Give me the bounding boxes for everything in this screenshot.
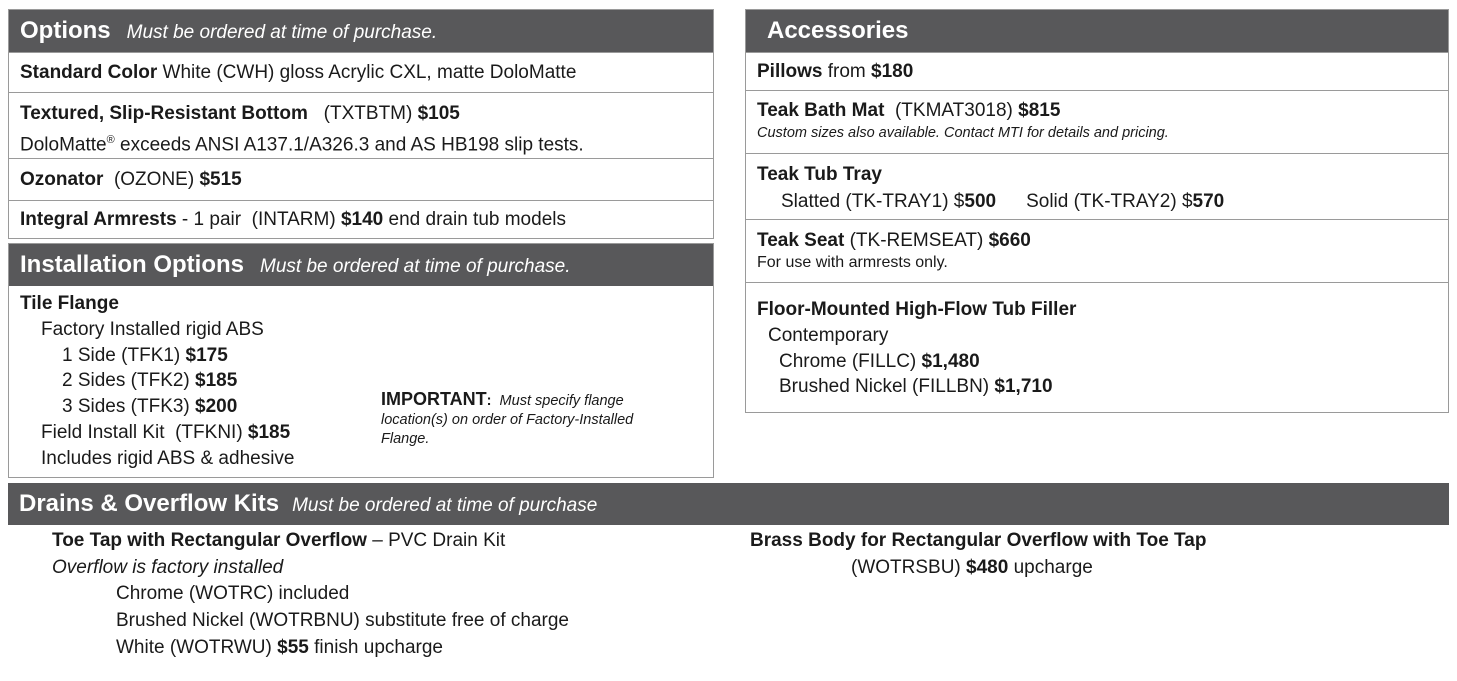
pillows-price: $180: [871, 61, 914, 82]
toe-tap-suffix: – PVC Drain Kit: [366, 530, 506, 551]
important-label: IMPORTANT: [381, 389, 487, 409]
tray-solid-price: 570: [1192, 191, 1225, 212]
pillows-row: [746, 52, 1448, 90]
toe-tap-label: Toe Tap with Rectangular Overflow: [52, 530, 367, 551]
tray-slatted-text: Slatted (TK-TRAY1) $: [781, 191, 965, 212]
pillows-label: Pillows: [757, 61, 823, 82]
flange-side-3-text: 3 Sides (TFK3): [62, 396, 196, 418]
bath-mat-row: [746, 90, 1448, 153]
tile-flange-label: Tile Flange: [20, 293, 119, 314]
ozonator-price: $515: [199, 169, 242, 190]
brass-body-price: $480: [966, 556, 1009, 578]
important-colon: :: [486, 393, 492, 409]
drains-title: Drains & Overflow Kits: [19, 490, 280, 517]
armrests-row: [9, 200, 713, 238]
bath-mat-code: (TKMAT3018): [884, 100, 1019, 121]
tray-solid-text: Solid (TK-TRAY2) $: [1026, 191, 1193, 212]
flange-side-1: [20, 343, 702, 369]
options-panel: [8, 9, 714, 239]
drain-white: [52, 635, 569, 662]
flange-side-2-price: $185: [195, 370, 238, 392]
drains-right-column: [750, 528, 1206, 581]
teak-seat-row: [746, 219, 1448, 282]
installation-header: [9, 244, 713, 286]
important-text: Must specify flange location(s) on order of Factory-Installed Flange.: [381, 393, 638, 447]
filler-label: Floor-Mounted High-Flow Tub Filler: [757, 299, 1077, 320]
armrests-code: - 1 pair (INTARM): [176, 209, 341, 230]
field-kit-includes: Includes rigid ABS & adhesive: [41, 447, 295, 469]
drain-white-suffix: finish upcharge: [308, 636, 443, 658]
bath-mat-price: $815: [1018, 100, 1061, 121]
drains-subtitle: Must be ordered at time of purchase: [292, 494, 598, 516]
filler-nickel-price: $1,710: [994, 376, 1053, 398]
accessories-header: [746, 10, 1448, 52]
standard-color-label: Standard Color: [20, 62, 158, 83]
ozonator-code: (OZONE): [103, 169, 200, 190]
field-kit-price: $185: [247, 421, 291, 443]
brass-body-label: Brass Body for Rectangular Overflow with Toe Tap: [750, 530, 1207, 551]
seat-price: $660: [988, 230, 1031, 251]
flange-side-1-price: $175: [185, 344, 228, 366]
drains-left-column: [52, 528, 569, 662]
filler-chrome-price: $1,480: [921, 350, 980, 372]
important-note: [381, 390, 681, 449]
textured-bottom-row: [9, 92, 713, 158]
ozonator-label: Ozonator: [20, 169, 104, 190]
textured-code: (TXTBTM): [307, 103, 418, 124]
armrests-note: end drain tub models: [383, 209, 566, 230]
ozonator-row: [9, 158, 713, 200]
drain-white-price: $55: [277, 636, 309, 658]
registered-mark: ®: [106, 134, 115, 146]
brass-body-suffix: upcharge: [1008, 556, 1093, 578]
standard-color-text: White (CWH) gloss Acrylic CXL, matte DoloMatte: [157, 62, 577, 83]
flange-side-1-text: 1 Side (TFK1): [62, 344, 186, 366]
armrests-price: $140: [340, 209, 384, 230]
options-subtitle: Must be ordered at time of purchase.: [126, 21, 438, 43]
overflow-note: Overflow is factory installed: [52, 556, 284, 578]
seat-label: Teak Seat: [757, 230, 845, 251]
textured-note-brand: DoloMatte: [20, 134, 107, 156]
tub-tray-label: Teak Tub Tray: [757, 164, 882, 185]
tub-filler-row: [746, 282, 1448, 400]
brass-body-code: (WOTRSBU): [851, 556, 967, 578]
filler-style: Contemporary: [768, 324, 889, 346]
installation-panel: [8, 243, 714, 478]
flange-side-2-text: 2 Sides (TFK2): [62, 370, 196, 392]
installation-title: Installation Options: [20, 251, 245, 278]
filler-chrome-text: Chrome (FILLC): [779, 350, 922, 372]
accessories-panel: [745, 9, 1449, 413]
drain-nickel: Brushed Nickel (WOTRBNU) substitute free of charge: [116, 610, 569, 632]
installation-subtitle: Must be ordered at time of purchase.: [260, 255, 571, 277]
drain-chrome: Chrome (WOTRC) included: [116, 583, 350, 605]
pillows-text: from: [822, 61, 872, 82]
textured-price: $105: [417, 103, 460, 124]
textured-label: Textured, Slip-Resistant Bottom: [20, 103, 308, 124]
drains-header: [8, 483, 1449, 525]
standard-color-row: [9, 52, 713, 92]
tray-slatted-price: 500: [964, 191, 997, 212]
options-title: Options: [20, 17, 111, 44]
drain-white-text: White (WOTRWU): [116, 636, 278, 658]
options-header: [9, 10, 713, 52]
bath-mat-note: Custom sizes also available. Contact MTI for details and pricing.: [757, 125, 1169, 141]
textured-note: exceeds ANSI A137.1/A326.3 and AS HB198 slip tests.: [114, 134, 584, 156]
factory-installed-label: Factory Installed rigid ABS: [41, 318, 264, 340]
filler-nickel-text: Brushed Nickel (FILLBN): [779, 376, 995, 398]
armrests-label: Integral Armrests: [20, 209, 177, 230]
tub-tray-row: [746, 153, 1448, 219]
accessories-title: Accessories: [767, 17, 909, 44]
installation-body: [9, 286, 713, 477]
seat-note: For use with armrests only.: [757, 254, 948, 271]
flange-side-3-price: $200: [195, 396, 238, 418]
seat-code: (TK-REMSEAT): [844, 230, 989, 251]
field-kit-text: Field Install Kit (TFKNI): [41, 421, 248, 443]
bath-mat-label: Teak Bath Mat: [757, 100, 885, 121]
